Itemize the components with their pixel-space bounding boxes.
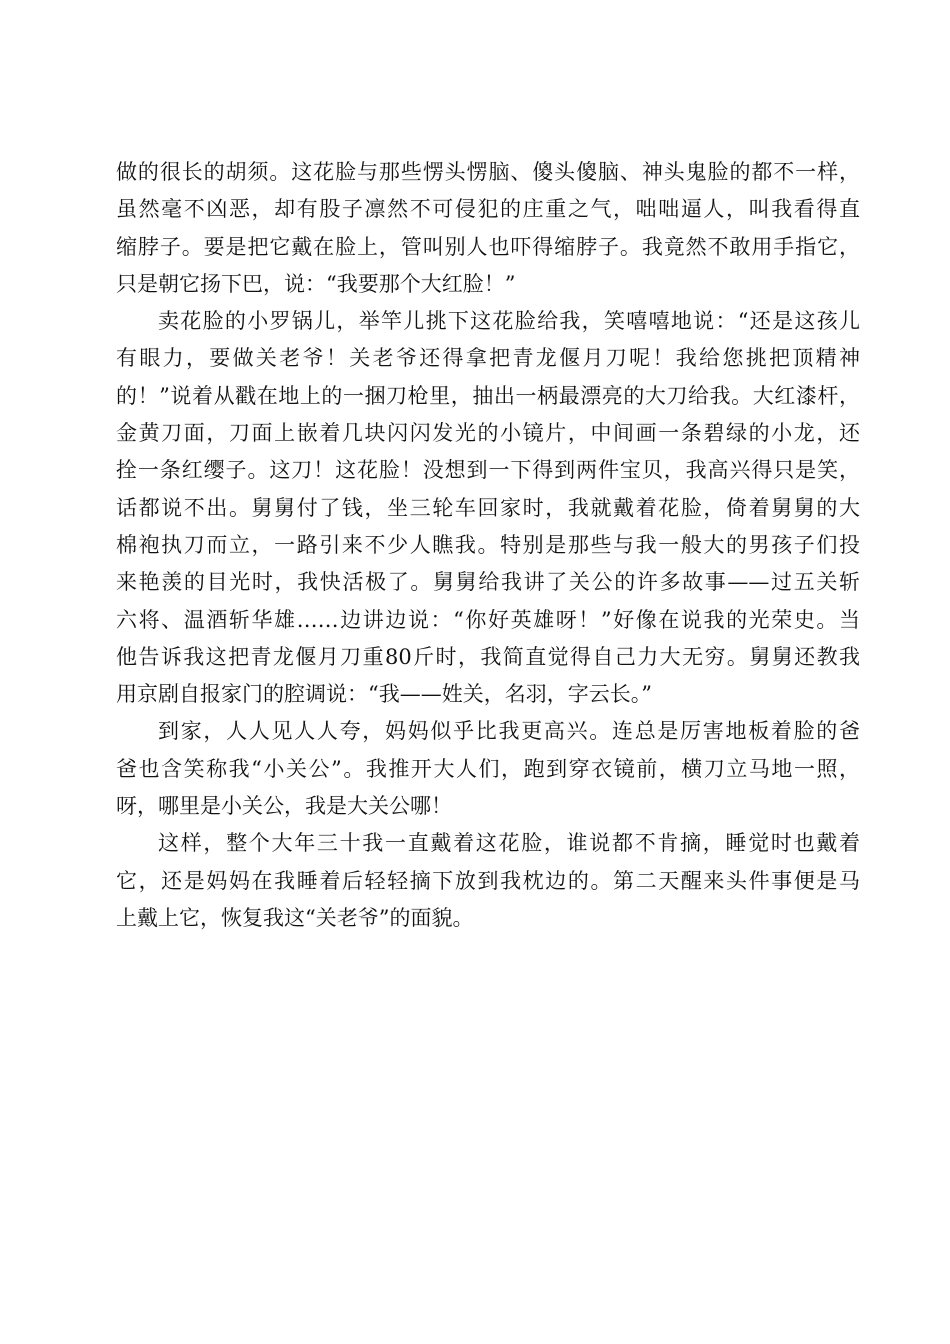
text-line: 做的很长的胡须。这花脸与那些愣头愣脑、傻头傻脑、神头鬼脸的都不一样，: [116, 160, 860, 184]
paragraph: [116, 713, 860, 825]
text-line: 卖花脸的小罗锅儿，举竿儿挑下这花脸给我，笑嘻嘻地说：“还是这孩儿: [158, 309, 860, 334]
text-line: 的！”说着从戳在地上的一捆刀枪里，抽出一柄最漂亮的大刀给我。大红漆杆，: [116, 383, 860, 408]
text-line: 上戴上它，恢复我这“关老爷”的面貌。: [116, 905, 474, 930]
text-line: 有眼力，要做关老爷！关老爷还得拿把青龙偃月刀呢！我给您挑把顶精神: [116, 346, 860, 371]
text-line: 他告诉我这把青龙偃月刀重80斤时，我简直觉得自己力大无穷。舅舅还教我: [116, 644, 860, 669]
text-line: 用京剧自报家门的腔调说：“我——姓关，名羽，字云长。”: [116, 682, 652, 707]
text-line: 这样，整个大年三十我一直戴着这花脸，谁说都不肯摘，睡觉时也戴着: [158, 831, 860, 856]
text-line: 金黄刀面，刀面上嵌着几块闪闪发光的小镜片，中间画一条碧绿的小龙，还: [116, 421, 860, 446]
paragraph: [116, 825, 860, 937]
document-body: [116, 154, 860, 937]
text-line: 它，还是妈妈在我睡着后轻轻摘下放到我枕边的。第二天醒来头件事便是马: [116, 868, 860, 893]
text-line: 棉袍执刀而立，一路引来不少人瞧我。特别是那些与我一般大的男孩子们投: [116, 532, 860, 557]
text-line: 虽然毫不凶恶，却有股子凛然不可侵犯的庄重之气，咄咄逼人，叫我看得直: [116, 197, 860, 222]
paragraph: [116, 303, 860, 713]
paragraph: [116, 154, 860, 303]
text-line: 六将、温酒斩华雄……边讲边说：“你好英雄呀！”好像在说我的光荣史。当: [116, 607, 860, 632]
text-line: 缩脖子。要是把它戴在脸上，管叫别人也吓得缩脖子。我竟然不敢用手指它，: [116, 234, 860, 259]
text-line: 来艳羡的目光时，我快活极了。舅舅给我讲了关公的许多故事——过五关斩: [116, 570, 860, 595]
text-line: 爸也含笑称我“小关公”。我推开大人们，跑到穿衣镜前，横刀立马地一照，: [116, 756, 860, 781]
text-line: 话都说不出。舅舅付了钱，坐三轮车回家时，我就戴着花脸，倚着舅舅的大: [116, 495, 860, 520]
text-line: 拴一条红缨子。这刀！这花脸！没想到一下得到两件宝贝，我高兴得只是笑，: [116, 458, 860, 483]
text-line: 到家，人人见人人夸，妈妈似乎比我更高兴。连总是厉害地板着脸的爸: [158, 719, 860, 744]
text-line: 只是朝它扬下巴，说：“我要那个大红脸！”: [116, 271, 516, 296]
text-line: 呀，哪里是小关公，我是大关公哪！: [116, 794, 452, 819]
